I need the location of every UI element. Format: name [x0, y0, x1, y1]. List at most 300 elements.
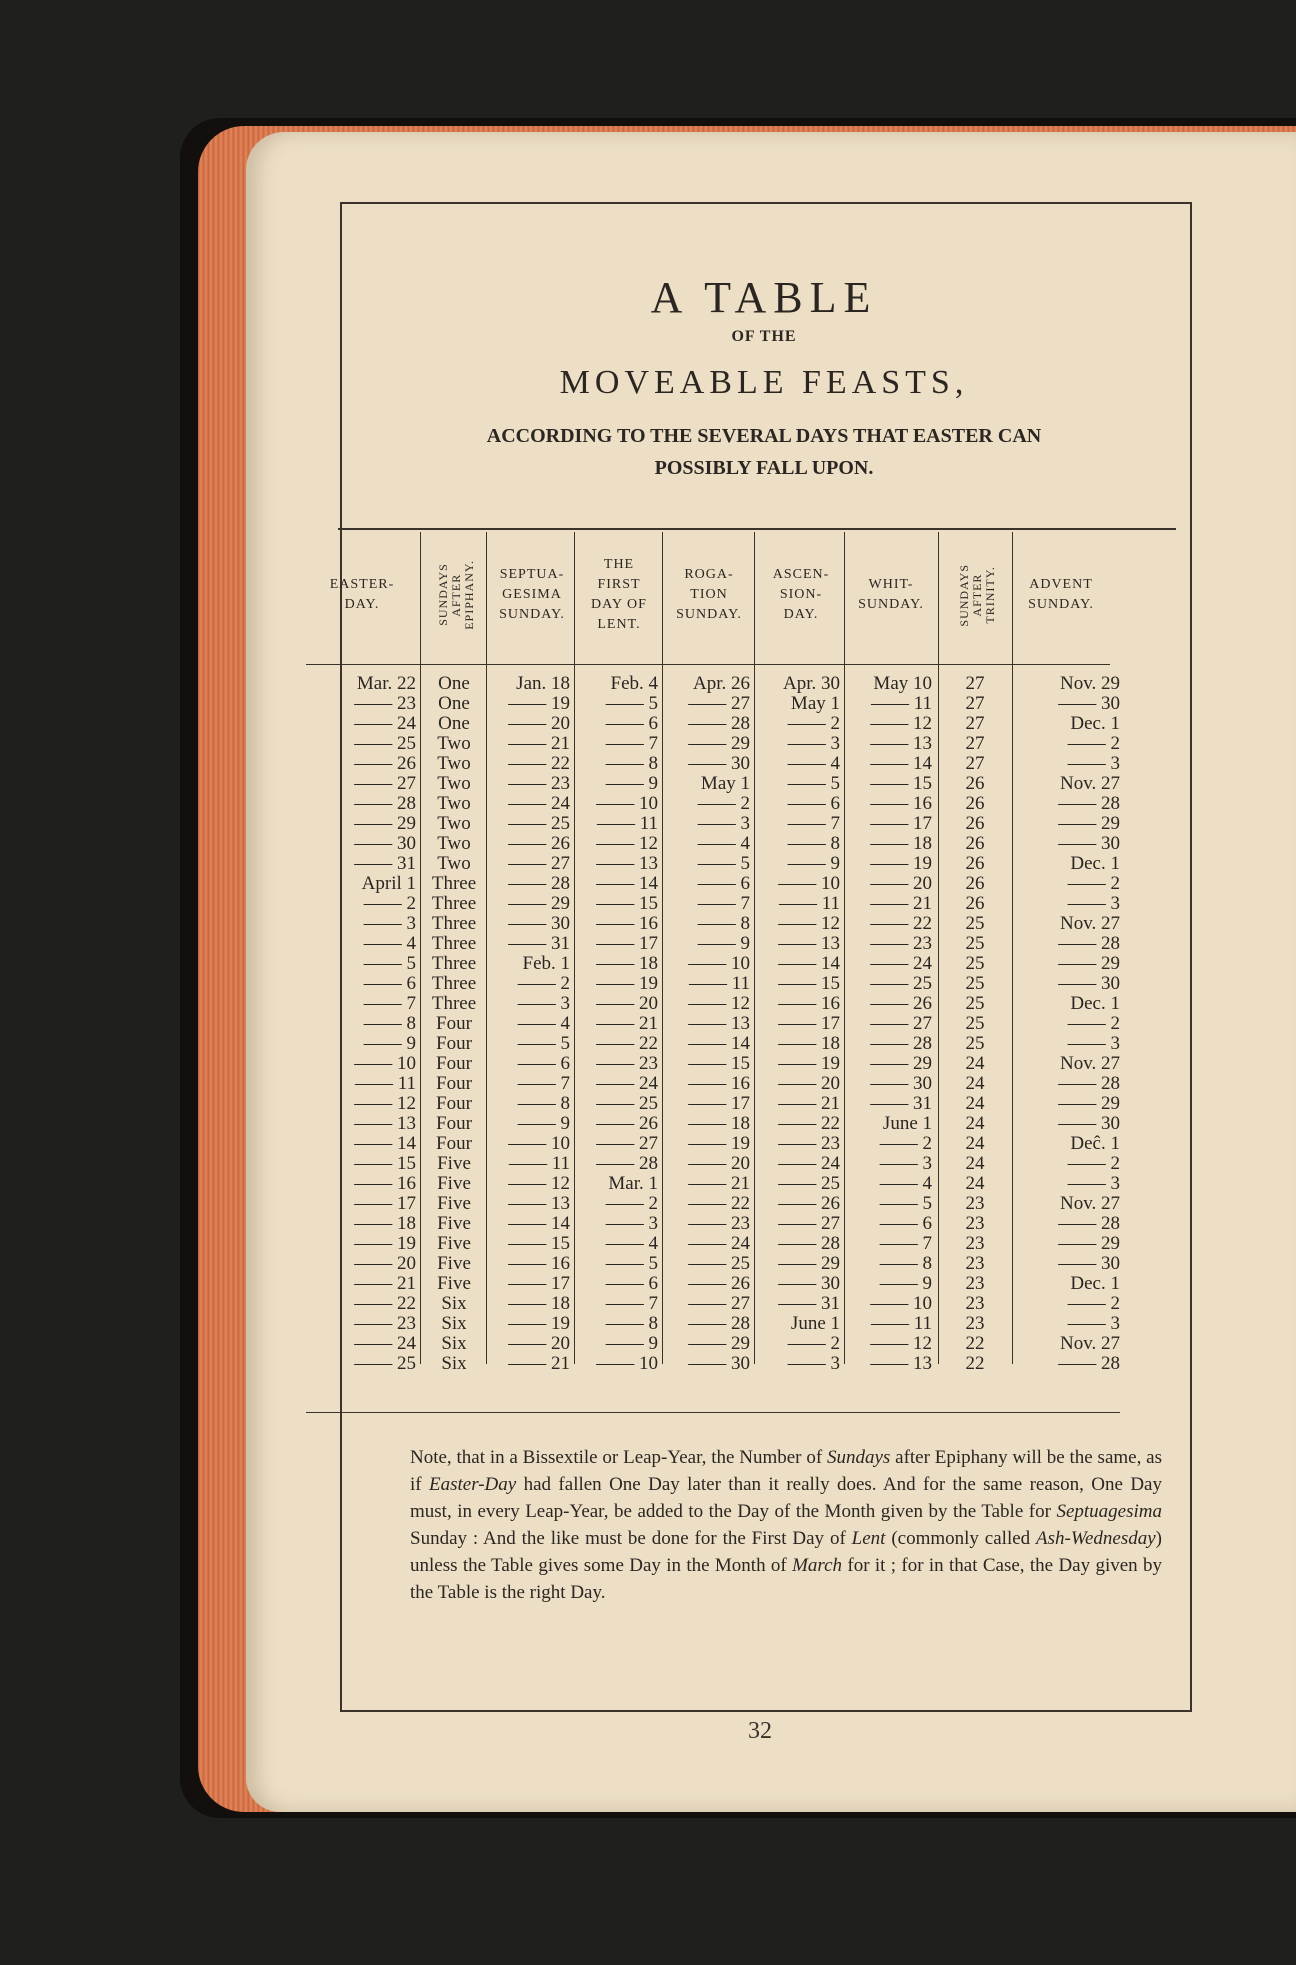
header-top-rule: [338, 528, 1176, 530]
rogation-sunday-cell: —— 14: [688, 1033, 750, 1054]
first-day-of-lent-cell: —— 15: [596, 893, 658, 914]
rogation-sunday-cell: —— 27: [688, 1293, 750, 1314]
first-day-of-lent-cell: —— 25: [596, 1093, 658, 1114]
sundays-after-epiphany-cell: Four: [436, 1113, 472, 1134]
sundays-after-trinity-cell: 25: [965, 933, 985, 954]
sundays-after-trinity-cell: 23: [965, 1253, 985, 1274]
whit-sunday-cell: —— 21: [870, 893, 932, 914]
table-content: [329, 212, 1176, 1698]
septuagesima-cell: —— 7: [517, 1073, 570, 1094]
whit-sunday-cell: —— 17: [870, 813, 932, 834]
advent-sunday-cell: Dec. 1: [1070, 1273, 1120, 1294]
whit-sunday-cell: —— 26: [870, 993, 932, 1014]
first-day-of-lent-cell: —— 4: [605, 1233, 658, 1254]
sundays-after-epiphany-cell: Three: [431, 953, 477, 974]
according-line-2: POSSIBLY FALL UPON.: [654, 457, 874, 479]
whit-sunday-cell: —— 10: [870, 1293, 932, 1314]
table-row: [352, 1294, 1176, 1314]
ascension-day-cell: —— 15: [778, 973, 840, 994]
first-day-of-lent-cell: —— 5: [605, 1253, 658, 1274]
table-row: [352, 1114, 1176, 1134]
rogation-sunday-cell: —— 27: [688, 693, 750, 714]
sundays-after-trinity-cell: 26: [965, 813, 985, 834]
easter-day-cell: —— 31: [354, 853, 416, 874]
first-day-of-lent-cell: —— 9: [605, 773, 658, 794]
septuagesima-cell: —— 18: [508, 1293, 570, 1314]
ascension-day-cell: —— 4: [787, 753, 840, 774]
whit-sunday-cell: —— 29: [870, 1053, 932, 1074]
whit-sunday-cell: —— 8: [879, 1253, 932, 1274]
rogation-sunday-cell: —— 21: [688, 1173, 750, 1194]
septuagesima-cell: —— 16: [508, 1253, 570, 1274]
table-row: [352, 954, 1176, 974]
advent-sunday-cell: —— 3: [1067, 893, 1120, 914]
ascension-day-cell: —— 7: [787, 813, 840, 834]
whit-sunday-cell: —— 13: [870, 1353, 932, 1374]
ascension-day-cell: —— 26: [778, 1193, 840, 1214]
whit-sunday-cell: —— 3: [879, 1153, 932, 1174]
septuagesima-cell: —— 12: [508, 1173, 570, 1194]
sundays-after-epiphany-cell: Four: [436, 1013, 472, 1034]
table-row: [352, 914, 1176, 934]
easter-day-cell: —— 23: [354, 693, 416, 714]
first-day-of-lent-cell: —— 6: [605, 1273, 658, 1294]
advent-sunday-cell: —— 28: [1058, 1353, 1120, 1374]
rogation-sunday-cell: —— 10: [688, 953, 750, 974]
septuagesima-cell: —— 21: [508, 1353, 570, 1374]
rogation-sunday-cell: —— 12: [688, 993, 750, 1014]
table-row: [352, 1034, 1176, 1054]
ascension-day-cell: —— 27: [778, 1213, 840, 1234]
septuagesima-cell: —— 26: [508, 833, 570, 854]
rogation-sunday-cell: —— 4: [697, 833, 750, 854]
ascension-day-cell: May 1: [790, 693, 840, 714]
septuagesima-cell: —— 14: [508, 1213, 570, 1234]
sundays-after-epiphany-cell: Two: [437, 813, 471, 834]
easter-day-cell: —— 26: [354, 753, 416, 774]
septuagesima-cell: —— 13: [508, 1193, 570, 1214]
header-advent-sunday: ADVENT SUNDAY.: [1028, 577, 1094, 612]
easter-day-cell: —— 11: [354, 1073, 416, 1094]
advent-sunday-cell: —— 28: [1058, 793, 1120, 814]
header-septuagesima: SEPTUA- GESIMA SUNDAY.: [499, 567, 565, 622]
sundays-after-trinity-cell: 22: [965, 1353, 985, 1374]
rogation-sunday-cell: —— 20: [688, 1153, 750, 1174]
rogation-sunday-cell: —— 26: [688, 1273, 750, 1294]
easter-day-cell: —— 29: [354, 813, 416, 834]
septuagesima-cell: Feb. 1: [522, 953, 570, 974]
sundays-after-trinity-cell: 23: [965, 1273, 985, 1294]
easter-day-cell: —— 5: [363, 953, 416, 974]
table-row: [352, 814, 1176, 834]
feasts-table-body: [352, 674, 1176, 1374]
septuagesima-cell: —— 15: [508, 1233, 570, 1254]
sundays-after-epiphany-cell: Three: [431, 973, 477, 994]
whit-sunday-cell: —— 24: [870, 953, 932, 974]
septuagesima-cell: —— 10: [508, 1133, 570, 1154]
septuagesima-cell: —— 30: [508, 913, 570, 934]
table-row: [352, 1334, 1176, 1354]
table-row: [352, 1074, 1176, 1094]
sundays-after-epiphany-cell: Three: [431, 933, 477, 954]
sundays-after-trinity-cell: 26: [965, 853, 985, 874]
first-day-of-lent-cell: —— 9: [605, 1333, 658, 1354]
septuagesima-cell: —— 25: [508, 813, 570, 834]
table-row: [352, 674, 1176, 694]
rogation-sunday-cell: —— 6: [697, 873, 750, 894]
ascension-day-cell: —— 22: [778, 1113, 840, 1134]
sundays-after-epiphany-cell: Two: [437, 773, 471, 794]
whit-sunday-cell: —— 23: [870, 933, 932, 954]
septuagesima-cell: —— 2: [517, 973, 570, 994]
whit-sunday-cell: —— 20: [870, 873, 932, 894]
easter-day-cell: —— 28: [354, 793, 416, 814]
header-sundays-after-epiphany: SUNDAYS AFTER EPIPHANY.: [435, 560, 476, 630]
table-bottom-rule: [306, 1412, 1120, 1413]
whit-sunday-cell: —— 30: [870, 1073, 932, 1094]
ascension-day-cell: —— 23: [778, 1133, 840, 1154]
according-line-1: ACCORDING TO THE SEVERAL DAYS THAT EASTER CAN: [486, 425, 1042, 447]
first-day-of-lent-cell: —— 24: [596, 1073, 658, 1094]
rogation-sunday-cell: —— 8: [697, 913, 750, 934]
sundays-after-trinity-cell: 25: [965, 913, 985, 934]
rogation-sunday-cell: —— 13: [688, 1013, 750, 1034]
first-day-of-lent-cell: —— 7: [605, 1293, 658, 1314]
sundays-after-trinity-cell: 26: [965, 893, 985, 914]
rogation-sunday-cell: —— 22: [688, 1193, 750, 1214]
whit-sunday-cell: —— 31: [870, 1093, 932, 1114]
sundays-after-trinity-cell: 24: [965, 1053, 985, 1074]
table-row: [352, 714, 1176, 734]
septuagesima-cell: —— 29: [508, 893, 570, 914]
rogation-sunday-cell: —— 18: [688, 1113, 750, 1134]
sundays-after-trinity-cell: 27: [965, 753, 985, 774]
table-row: [352, 794, 1176, 814]
easter-day-cell: —— 14: [354, 1133, 416, 1154]
advent-sunday-cell: —— 30: [1058, 693, 1120, 714]
ascension-day-cell: —— 20: [778, 1073, 840, 1094]
ascension-day-cell: —— 2: [787, 713, 840, 734]
septuagesima-cell: —— 23: [508, 773, 570, 794]
ascension-day-cell: —— 11: [778, 893, 840, 914]
rogation-sunday-cell: —— 25: [688, 1253, 750, 1274]
sundays-after-trinity-cell: 27: [965, 733, 985, 754]
sundays-after-epiphany-cell: Four: [436, 1073, 472, 1094]
easter-day-cell: —— 19: [354, 1233, 416, 1254]
table-row: [352, 1354, 1176, 1374]
whit-sunday-cell: —— 22: [870, 913, 932, 934]
first-day-of-lent-cell: —— 26: [596, 1113, 658, 1134]
first-day-of-lent-cell: —— 10: [596, 1353, 658, 1374]
first-day-of-lent-cell: —— 18: [596, 953, 658, 974]
ascension-day-cell: —— 2: [787, 1333, 840, 1354]
advent-sunday-cell: Deĉ. 1: [1070, 1133, 1120, 1154]
table-row: [352, 1094, 1176, 1114]
page-subtitle: MOVEABLE FEASTS,: [559, 364, 969, 401]
easter-day-cell: —— 27: [354, 773, 416, 794]
table-row: [352, 894, 1176, 914]
rogation-sunday-cell: Apr. 26: [693, 673, 750, 694]
septuagesima-cell: —— 28: [508, 873, 570, 894]
advent-sunday-cell: Dec. 1: [1070, 993, 1120, 1014]
easter-day-cell: —— 10: [354, 1053, 416, 1074]
table-row: [352, 1274, 1176, 1294]
whit-sunday-cell: —— 16: [870, 793, 932, 814]
easter-day-cell: —— 4: [363, 933, 416, 954]
septuagesima-cell: —— 22: [508, 753, 570, 774]
easter-day-cell: —— 15: [354, 1153, 416, 1174]
advent-sunday-cell: Dec. 1: [1070, 713, 1120, 734]
first-day-of-lent-cell: —— 23: [596, 1053, 658, 1074]
first-day-of-lent-cell: —— 14: [596, 873, 658, 894]
whit-sunday-cell: —— 18: [870, 833, 932, 854]
first-day-of-lent-cell: —— 21: [596, 1013, 658, 1034]
easter-day-cell: —— 3: [363, 913, 416, 934]
rogation-sunday-cell: —— 29: [688, 1333, 750, 1354]
rogation-sunday-cell: May 1: [700, 773, 750, 794]
advent-sunday-cell: —— 3: [1067, 1313, 1120, 1334]
easter-day-cell: —— 22: [354, 1293, 416, 1314]
easter-day-cell: —— 9: [363, 1033, 416, 1054]
sundays-after-trinity-cell: 25: [965, 993, 985, 1014]
advent-sunday-cell: —— 2: [1067, 1153, 1120, 1174]
whit-sunday-cell: —— 25: [870, 973, 932, 994]
table-row: [352, 694, 1176, 714]
table-row: [352, 774, 1176, 794]
easter-day-cell: —— 13: [354, 1113, 416, 1134]
sundays-after-trinity-cell: 23: [965, 1213, 985, 1234]
advent-sunday-cell: —— 30: [1058, 833, 1120, 854]
first-day-of-lent-cell: —— 16: [596, 913, 658, 934]
whit-sunday-cell: —— 4: [879, 1173, 932, 1194]
advent-sunday-cell: —— 29: [1058, 1233, 1120, 1254]
table-row: [352, 1254, 1176, 1274]
ascension-day-cell: —— 3: [787, 733, 840, 754]
rogation-sunday-cell: —— 17: [688, 1093, 750, 1114]
sundays-after-trinity-cell: 24: [965, 1093, 985, 1114]
sundays-after-trinity-cell: 23: [965, 1233, 985, 1254]
advent-sunday-cell: Nov. 27: [1060, 913, 1120, 934]
whit-sunday-cell: —— 6: [879, 1213, 932, 1234]
rogation-sunday-cell: —— 29: [688, 733, 750, 754]
ascension-day-cell: —— 24: [778, 1153, 840, 1174]
advent-sunday-cell: —— 28: [1058, 1073, 1120, 1094]
sundays-after-trinity-cell: 23: [965, 1313, 985, 1334]
table-row: [352, 1234, 1176, 1254]
ascension-day-cell: —— 30: [778, 1273, 840, 1294]
ascension-day-cell: —— 21: [778, 1093, 840, 1114]
first-day-of-lent-cell: —— 19: [596, 973, 658, 994]
sundays-after-epiphany-cell: Five: [437, 1273, 471, 1294]
sundays-after-trinity-cell: 26: [965, 793, 985, 814]
septuagesima-cell: —— 9: [517, 1113, 570, 1134]
whit-sunday-cell: June 1: [882, 1113, 932, 1134]
ascension-day-cell: —— 25: [778, 1173, 840, 1194]
first-day-of-lent-cell: —— 17: [596, 933, 658, 954]
whit-sunday-cell: —— 9: [879, 1273, 932, 1294]
sundays-after-epiphany-cell: Four: [436, 1093, 472, 1114]
easter-day-cell: —— 21: [354, 1273, 416, 1294]
sundays-after-trinity-cell: 27: [965, 673, 985, 694]
advent-sunday-cell: —— 2: [1067, 733, 1120, 754]
ascension-day-cell: —— 29: [778, 1253, 840, 1274]
easter-day-cell: —— 24: [354, 1333, 416, 1354]
table-row: [352, 1014, 1176, 1034]
advent-sunday-cell: Nov. 27: [1060, 1053, 1120, 1074]
septuagesima-cell: —— 19: [508, 1313, 570, 1334]
sundays-after-epiphany-cell: Three: [431, 873, 477, 894]
sundays-after-epiphany-cell: Five: [437, 1193, 471, 1214]
advent-sunday-cell: —— 3: [1067, 1033, 1120, 1054]
first-day-of-lent-cell: —— 11: [596, 813, 658, 834]
septuagesima-cell: —— 27: [508, 853, 570, 874]
sundays-after-epiphany-cell: Six: [441, 1333, 467, 1354]
ascension-day-cell: —— 6: [787, 793, 840, 814]
advent-sunday-cell: —— 28: [1058, 933, 1120, 954]
sundays-after-epiphany-cell: Six: [441, 1353, 467, 1374]
rogation-sunday-cell: —— 11: [688, 973, 750, 994]
easter-day-cell: —— 23: [354, 1313, 416, 1334]
septuagesima-cell: —— 3: [517, 993, 570, 1014]
whit-sunday-cell: —— 15: [870, 773, 932, 794]
header-ascension-day: ASCEN- SION- DAY.: [772, 567, 830, 622]
rogation-sunday-cell: —— 28: [688, 713, 750, 734]
first-day-of-lent-cell: —— 28: [596, 1153, 658, 1174]
septuagesima-cell: —— 19: [508, 693, 570, 714]
first-day-of-lent-cell: Mar. 1: [608, 1173, 658, 1194]
first-day-of-lent-cell: —— 6: [605, 713, 658, 734]
sundays-after-epiphany-cell: Four: [436, 1053, 472, 1074]
rogation-sunday-cell: —— 30: [688, 753, 750, 774]
first-day-of-lent-cell: —— 8: [605, 753, 658, 774]
first-day-of-lent-cell: —— 20: [596, 993, 658, 1014]
advent-sunday-cell: Nov. 27: [1060, 1333, 1120, 1354]
header-bottom-rule: [306, 664, 1110, 665]
table-row: [352, 834, 1176, 854]
sundays-after-epiphany-cell: Six: [441, 1293, 467, 1314]
septuagesima-cell: —— 17: [508, 1273, 570, 1294]
septuagesima-cell: —— 11: [508, 1153, 570, 1174]
whit-sunday-cell: —— 28: [870, 1033, 932, 1054]
sundays-after-epiphany-cell: One: [438, 693, 470, 714]
ascension-day-cell: —— 5: [787, 773, 840, 794]
advent-sunday-cell: —— 2: [1067, 873, 1120, 894]
rogation-sunday-cell: —— 2: [697, 793, 750, 814]
sundays-after-epiphany-cell: Two: [437, 833, 471, 854]
advent-sunday-cell: —— 3: [1067, 1173, 1120, 1194]
ascension-day-cell: —— 31: [778, 1293, 840, 1314]
easter-day-cell: —— 12: [354, 1093, 416, 1114]
rogation-sunday-cell: —— 16: [688, 1073, 750, 1094]
septuagesima-cell: —— 8: [517, 1093, 570, 1114]
sundays-after-trinity-cell: 26: [965, 833, 985, 854]
easter-day-cell: —— 20: [354, 1253, 416, 1274]
first-day-of-lent-cell: —— 27: [596, 1133, 658, 1154]
advent-sunday-cell: Nov. 27: [1060, 1193, 1120, 1214]
table-row: [352, 854, 1176, 874]
rogation-sunday-cell: —— 28: [688, 1313, 750, 1334]
rogation-sunday-cell: —— 3: [697, 813, 750, 834]
easter-day-cell: —— 25: [354, 733, 416, 754]
rogation-sunday-cell: —— 30: [688, 1353, 750, 1374]
advent-sunday-cell: —— 3: [1067, 753, 1120, 774]
ascension-day-cell: —— 17: [778, 1013, 840, 1034]
ascension-day-cell: June 1: [790, 1313, 840, 1334]
of-the-label: OF THE: [731, 328, 797, 345]
ascension-day-cell: —— 8: [787, 833, 840, 854]
ascension-day-cell: —— 19: [778, 1053, 840, 1074]
first-day-of-lent-cell: —— 22: [596, 1033, 658, 1054]
ascension-day-cell: —— 28: [778, 1233, 840, 1254]
septuagesima-cell: Jan. 18: [516, 673, 570, 694]
easter-day-cell: April 1: [361, 873, 416, 894]
sundays-after-trinity-cell: 25: [965, 973, 985, 994]
whit-sunday-cell: —— 12: [870, 1333, 932, 1354]
easter-day-cell: —— 16: [354, 1173, 416, 1194]
rogation-sunday-cell: —— 7: [697, 893, 750, 914]
table-row: [352, 1054, 1176, 1074]
sundays-after-epiphany-cell: Two: [437, 733, 471, 754]
easter-day-cell: —— 25: [354, 1353, 416, 1374]
easter-day-cell: —— 2: [363, 893, 416, 914]
sundays-after-epiphany-cell: Three: [431, 993, 477, 1014]
sundays-after-trinity-cell: 24: [965, 1173, 985, 1194]
sundays-after-trinity-cell: 24: [965, 1153, 985, 1174]
whit-sunday-cell: —— 7: [879, 1233, 932, 1254]
sundays-after-trinity-cell: 23: [965, 1293, 985, 1314]
sundays-after-epiphany-cell: Four: [436, 1133, 472, 1154]
table-row: [352, 1194, 1176, 1214]
table-row: [352, 974, 1176, 994]
sundays-after-trinity-cell: 26: [965, 873, 985, 894]
first-day-of-lent-cell: —— 13: [596, 853, 658, 874]
ascension-day-cell: —— 9: [787, 853, 840, 874]
header-easter-day: EASTER- DAY.: [329, 577, 395, 612]
whit-sunday-cell: —— 13: [870, 733, 932, 754]
sundays-after-epiphany-cell: Two: [437, 753, 471, 774]
first-day-of-lent-cell: —— 10: [596, 793, 658, 814]
sundays-after-epiphany-cell: Five: [437, 1153, 471, 1174]
table-row: [352, 1174, 1176, 1194]
sundays-after-epiphany-cell: Three: [431, 913, 477, 934]
table-row: [352, 1154, 1176, 1174]
advent-sunday-cell: —— 29: [1058, 1093, 1120, 1114]
whit-sunday-cell: —— 27: [870, 1013, 932, 1034]
table-row: [352, 1134, 1176, 1154]
easter-day-cell: —— 7: [363, 993, 416, 1014]
header-whit-sunday: WHIT- SUNDAY.: [858, 577, 924, 612]
easter-day-cell: —— 24: [354, 713, 416, 734]
rogation-sunday-cell: —— 19: [688, 1133, 750, 1154]
advent-sunday-cell: —— 2: [1067, 1293, 1120, 1314]
septuagesima-cell: —— 21: [508, 733, 570, 754]
first-day-of-lent-cell: —— 12: [596, 833, 658, 854]
rogation-sunday-cell: —— 9: [697, 933, 750, 954]
whit-sunday-cell: —— 19: [870, 853, 932, 874]
ascension-day-cell: —— 10: [778, 873, 840, 894]
easter-day-cell: Mar. 22: [356, 673, 416, 694]
sundays-after-trinity-cell: 23: [965, 1193, 985, 1214]
sundays-after-epiphany-cell: Two: [437, 793, 471, 814]
page-title: A TABLE: [650, 273, 878, 322]
advent-sunday-cell: —— 2: [1067, 1013, 1120, 1034]
sundays-after-epiphany-cell: Five: [437, 1173, 471, 1194]
sundays-after-trinity-cell: 24: [965, 1113, 985, 1134]
septuagesima-cell: —— 24: [508, 793, 570, 814]
ascension-day-cell: Apr. 30: [783, 673, 840, 694]
septuagesima-cell: —— 6: [517, 1053, 570, 1074]
rogation-sunday-cell: —— 24: [688, 1233, 750, 1254]
